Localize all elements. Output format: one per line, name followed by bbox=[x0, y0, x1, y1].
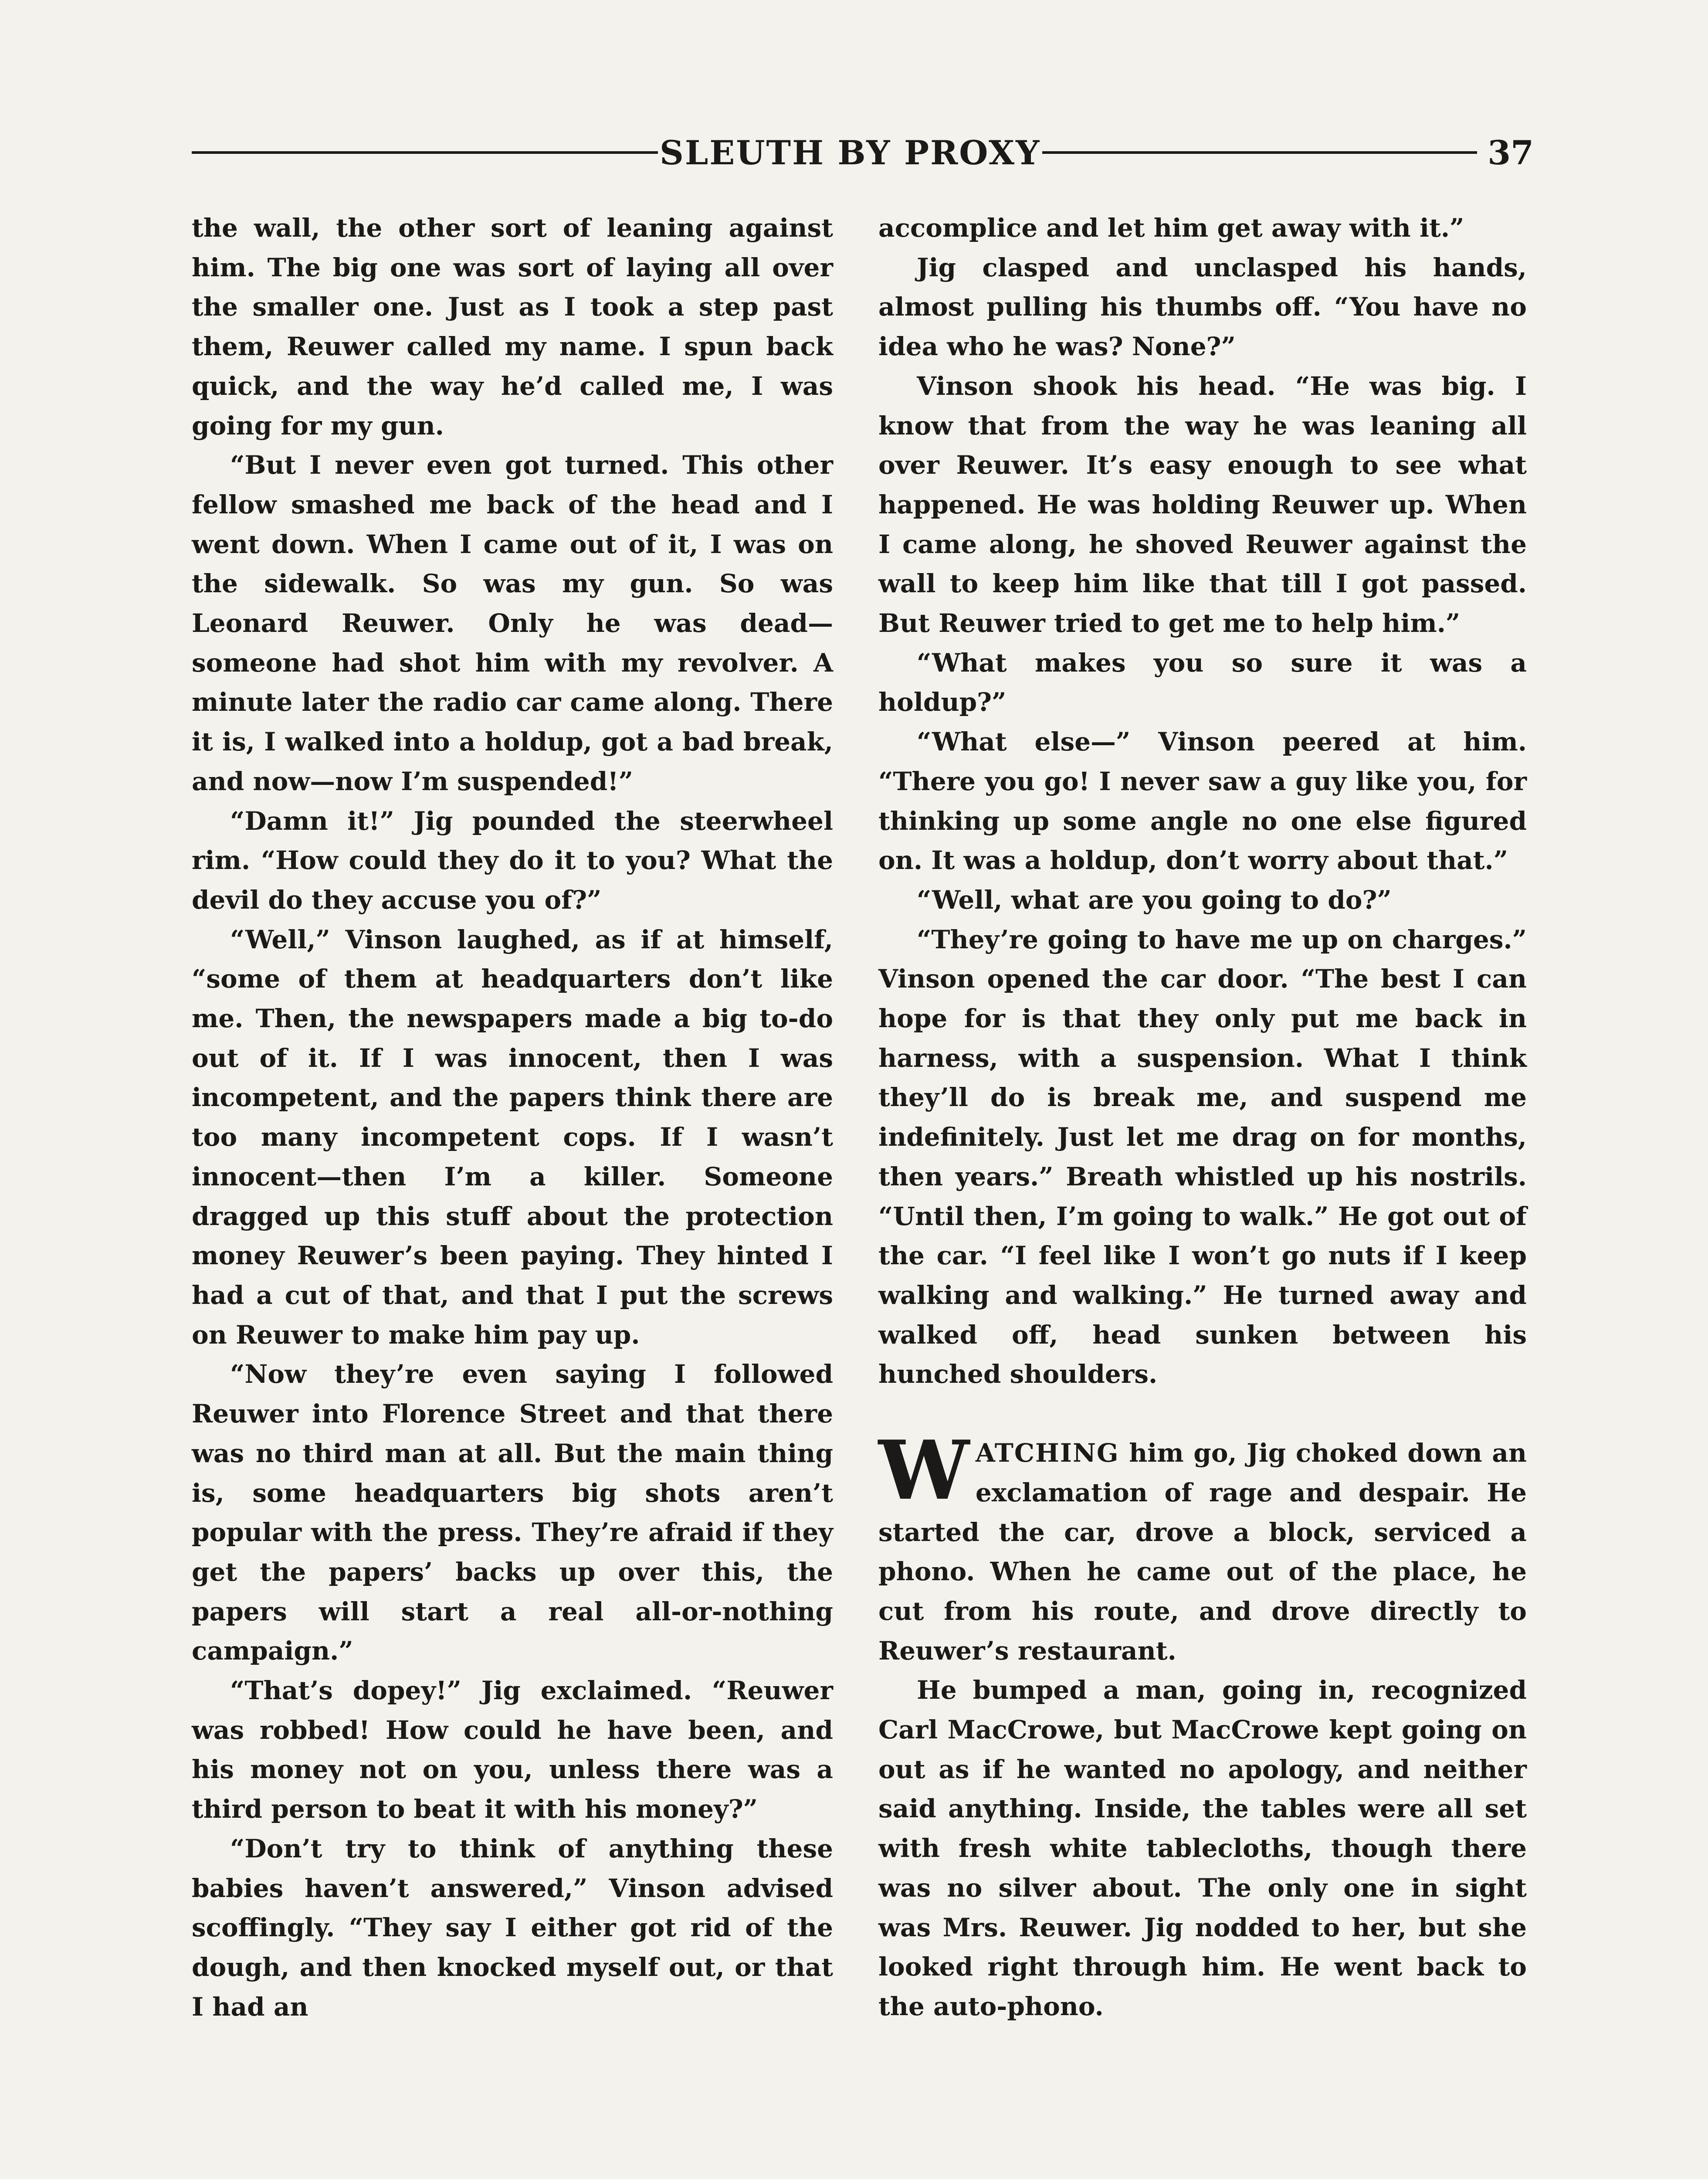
paragraph: “Well,” Vinson laughed, as if at himself, “some of them at headquarters don’t like me. Then, the newspapers made a big to-do out of it. If I was innocent, then I was incompetent, and the papers think there are too many incompetent cops. If I wasn’t innocent—then I’m a killer. Someone dragged up this stuff about the protection money Reuwer’s been paying. They hinted I had a cut of that, and that I put the screws on Reuwer to make him pay up. bbox=[192, 924, 833, 1350]
paragraph: Vinson shook his head. “He was big. I know that from the way he was leaning all over Reuwer. It’s easy enough to see what happened. He was holding Reuwer up. When I came along, he shoved Reuwer against the wall to keep him like that till I got passed. But Reuwer tried to get me to help him.” bbox=[878, 371, 1527, 638]
paragraph: He bumped a man, going in, recognized Carl MacCrowe, but MacCrowe kept going on out as if he wanted no apology, and neither said anything. Inside, the tables were all set with fresh white tablecloths, though there was no silver about. The only one in sight was Mrs. Reuwer. Jig nodded to her, but she looked right through him. He went back to the auto-phono. bbox=[878, 1675, 1527, 2021]
paragraph: “Now they’re even saying I followed Reuwer into Florence Street and that there was no third man at all. But the main thing is, some headquarters big shots aren’t popular with the press. They’re afraid if they get the papers’ backs up over this, the papers will start a real all-or-nothing campaign.” bbox=[192, 1359, 833, 1666]
paragraph: “Well, what are you going to do?” bbox=[917, 885, 1392, 915]
running-header bbox=[192, 131, 1534, 174]
paragraph: “Don’t try to think of anything these babies haven’t answered,” Vinson advised scoffingly. “They say I either got rid of the dough, and then knocked myself out, or that I had an bbox=[192, 1833, 833, 2022]
running-title: SLEUTH BY PROXY bbox=[660, 133, 1041, 172]
left-column bbox=[192, 208, 833, 2026]
paragraph: “But I never even got turned. This other fellow smashed me back of the head and I went down. When I came out of it, I was on the sidewalk. So was my gun. So was Leonard Reuwer. Only he was dead—someone had shot him with my revolver. A minute later the radio car came along. There it is, I walked into a holdup, got a bad break, and now—now I’m suspended!” bbox=[192, 450, 833, 796]
right-column bbox=[878, 208, 1527, 2026]
lead-in-caps: ATCHING bbox=[975, 1438, 1119, 1468]
header-rule-left bbox=[192, 151, 658, 154]
drop-cap: W bbox=[878, 1422, 969, 1518]
section-break bbox=[878, 1394, 1527, 1433]
paragraph: “They’re going to have me up on charges.” Vinson opened the car door. “The best I can hope for is that they only put me back in harness, with a suspension. What I think they’ll do is break me, and suspend me indefinitely. Just let me drag on for months, then years.” Breath whistled up his nostrils. “Until then, I’m going to walk.” He got out of the car. “I feel like I won’t go nuts if I keep walking and walking.” He turned away and walked off, head sunken between his hunched shoulders. bbox=[878, 924, 1527, 1389]
paragraph: accomplice and let him get away with it.” bbox=[878, 213, 1464, 243]
page-number: 37 bbox=[1488, 133, 1534, 172]
section-opening-paragraph bbox=[878, 1422, 1527, 1670]
paragraph: “What makes you so sure it was a holdup?” bbox=[878, 648, 1527, 717]
header-rule-right bbox=[1042, 151, 1477, 154]
paragraph: “That’s dopey!” Jig exclaimed. “Reuwer was robbed! How could he have been, and his money not on you, unless there was a third person to beat it with his money?” bbox=[192, 1676, 833, 1824]
paragraph: Jig clasped and unclasped his hands, almost pulling his thumbs off. “You have no idea who he was? None?” bbox=[878, 252, 1527, 362]
paragraph: the wall, the other sort of leaning against him. The big one was sort of laying all over the smaller one. Just as I took a step past them, Reuwer called my name. I spun back quick, and the way he’d called me, I was going for my gun. bbox=[192, 213, 833, 441]
paragraph: “What else—” Vinson peered at him. “There you go! I never saw a guy like you, for thinking up some angle no one else figured on. It was a holdup, don’t worry about that.” bbox=[878, 727, 1527, 876]
paragraph-text: him go, Jig choked down an exclamation of rage and despair. He started the car, drove a block, serviced a phono. When he came out of the place, he cut from his route, and drove directly to Reuwer’s restaurant. bbox=[878, 1438, 1527, 1666]
paragraph: “Damn it!” Jig pounded the steerwheel rim. “How could they do it to you? What the devil do they accuse you of?” bbox=[192, 806, 833, 915]
